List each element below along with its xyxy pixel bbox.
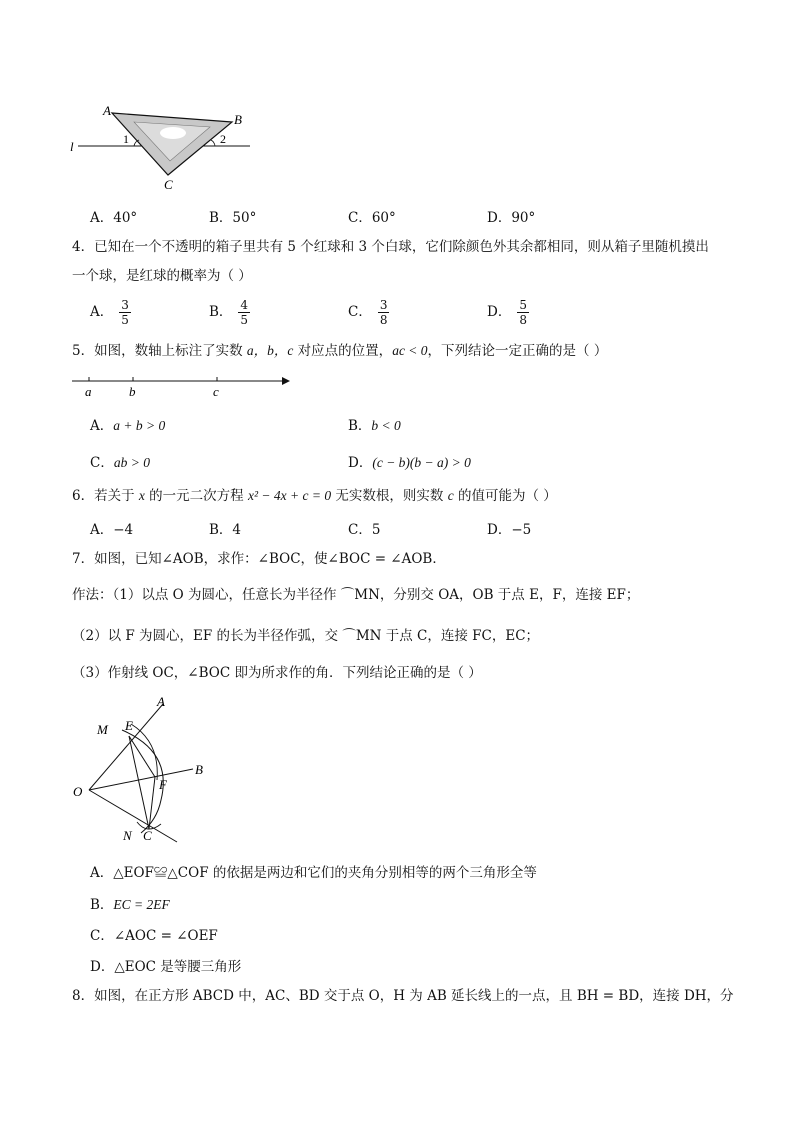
angle2-arc <box>211 140 215 146</box>
q7-step1: 作法：（1）以点 O 为圆心，任意长为半径作 ⌒MN，分别交 OA，OB 于点 E，F，连接 EF； <box>72 587 640 603</box>
arc-MN <box>122 730 163 833</box>
label-angle2: 2 <box>220 132 226 146</box>
q5-option-c[interactable]: C．ab > 0 <box>90 455 150 471</box>
q7-stem: 7．如图，已知∠AOB，求作：∠BOC，使∠BOC = ∠AOB． <box>72 551 446 567</box>
fraction: $\frac{5}{8}$ <box>519 298 527 327</box>
q3-option-a[interactable]: A．40° <box>90 210 138 226</box>
label-E: E <box>125 718 133 733</box>
q4-option-d[interactable]: D． $\frac{5}{8}$ <box>487 298 527 327</box>
q7-figure <box>65 692 215 847</box>
q3-option-b[interactable]: B．50° <box>209 210 257 226</box>
q7-option-b[interactable]: B．EC = 2EF <box>90 897 170 913</box>
q6-option-d[interactable]: D．−5 <box>487 522 532 538</box>
q3-option-c[interactable]: C．60° <box>348 210 396 226</box>
label-B: B <box>195 762 203 777</box>
q6-option-a[interactable]: A．−4 <box>90 522 134 538</box>
q5-option-b[interactable]: B．b < 0 <box>348 418 401 434</box>
label-A: A <box>103 103 111 118</box>
fraction: $\frac{4}{5}$ <box>240 298 249 327</box>
q5-option-a[interactable]: A．a + b > 0 <box>90 418 166 434</box>
label-l: l <box>70 139 74 154</box>
axis-arrow <box>282 377 290 385</box>
q5-number-line <box>70 370 295 400</box>
q7-option-a[interactable]: A．△EOF≌△COF 的依据是两边和它们的夹角分别相等的两个三角形全等 <box>90 865 537 881</box>
q7-option-c[interactable]: C．∠AOC = ∠OEF <box>90 928 218 944</box>
q4-stem-line1: 4．已知在一个不透明的箱子里共有 5 个红球和 3 个白球，它们除颜色外其余都相同，则从箱子里随机摸出 <box>72 239 709 255</box>
label-F: F <box>159 777 167 792</box>
q7-step2: （2）以 F 为圆心，EF 的长为半径作弧，交 ⌒MN 于点 C，连接 FC，EC； <box>72 628 540 644</box>
label-C: C <box>143 828 152 843</box>
fraction: $\frac{3}{5}$ <box>121 298 129 327</box>
ray-OC <box>89 790 177 842</box>
fraction: $\frac{3}{8}$ <box>379 298 388 327</box>
axis-label-b: b <box>129 384 136 399</box>
q4-option-a[interactable]: A． $\frac{3}{5}$ <box>90 298 129 327</box>
q3-option-d[interactable]: D．90° <box>487 210 536 226</box>
label-B: B <box>234 112 242 127</box>
q6-stem: 6．若关于 x 的一元二次方程 x² − 4x + c = 0 无实数根，则实数 c 的值可能为（ ） <box>72 488 557 504</box>
q6-option-b[interactable]: B．4 <box>209 522 242 538</box>
label-O: O <box>73 784 83 799</box>
q6-option-c[interactable]: C．5 <box>348 522 381 538</box>
label-C: C <box>164 177 173 192</box>
q4-option-b[interactable]: B． $\frac{4}{5}$ <box>209 298 249 327</box>
label-A: A <box>157 694 165 709</box>
label-N: N <box>123 828 132 843</box>
q7-step3: （3）作射线 OC，∠BOC 即为所求作的角．下列结论正确的是（ ） <box>72 665 482 681</box>
q3-figure <box>60 95 270 195</box>
axis-label-c: c <box>213 384 219 399</box>
q5-stem: 5．如图，数轴上标注了实数 a，b，c 对应点的位置，ac < 0，下列结论一定正确的是（ ） <box>72 343 608 359</box>
label-M: M <box>97 722 108 737</box>
q4-option-c[interactable]: C． $\frac{3}{8}$ <box>348 298 388 327</box>
q7-option-d[interactable]: D．△EOC 是等腰三角形 <box>90 959 242 975</box>
q5-option-d[interactable]: D．(c − b)(b − a) > 0 <box>348 455 471 471</box>
q8-stem: 8．如图，在正方形 ABCD 中，AC、BD 交于点 O，H 为 AB 延长线上的一点，且 BH = BD，连接 DH，分 <box>72 988 734 1004</box>
q4-stem-line2: 一个球，是红球的概率为（ ） <box>72 268 252 284</box>
label-angle1: 1 <box>123 132 129 146</box>
ruler-hole <box>160 127 186 139</box>
axis-label-a: a <box>85 384 92 399</box>
